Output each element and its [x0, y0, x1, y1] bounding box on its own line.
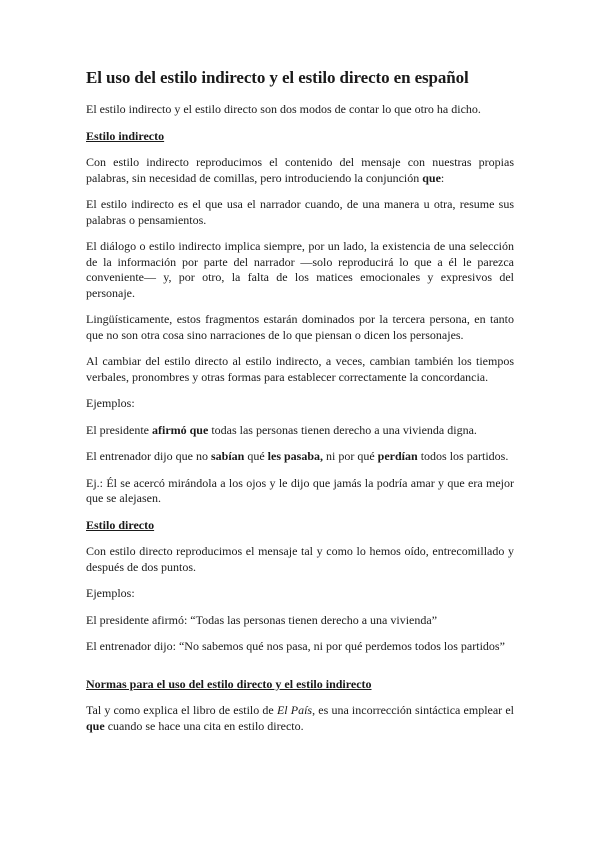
intro-paragraph: El estilo indirecto y el estilo directo son dos modos de contar lo que otro ha dicho. [86, 102, 481, 116]
indirect-paragraph-1 [86, 155, 514, 186]
indirect-paragraph-2: El estilo indirecto es el que usa el narrador cuando, de una manera u otra, resume sus palabras o pensamientos. [86, 197, 514, 227]
norms-paragraph-1 [86, 703, 514, 734]
indirect-p1-end: : [440, 170, 445, 185]
indirect-example-2 [86, 449, 514, 465]
heading-norms: Normas para el uso del estilo directo y el estilo indirecto [86, 676, 372, 691]
norms-p1-bold: que [86, 718, 105, 733]
ex1-bold: afirmó que [151, 422, 209, 437]
page-title: El uso del estilo indirecto y el estilo directo en español [86, 68, 469, 87]
ex1-part-a: El presidente [86, 422, 152, 437]
indirect-paragraph-5: Al cambiar del estilo directo al estilo indirecto, a veces, cambian también los tiempos verbales, pronombres y otras formas para establecer correctamente la concordancia. [86, 354, 514, 384]
ex1-part-c: todas las personas tienen derecho a una vivienda digna. [208, 422, 477, 437]
indirect-examples-label: Ejemplos: [86, 396, 135, 410]
norms-p1-a: Tal y como explica el libro de estilo de [86, 703, 277, 717]
ex2-part-g: todos los partidos. [417, 449, 509, 463]
indirect-paragraph-4: Lingüísticamente, estos fragmentos estarán dominados por la tercera persona, en tanto que no son otra cosa sino narraciones de lo que piensan o dicen los personajes. [86, 312, 514, 342]
indirect-p1-bold: que [422, 170, 441, 185]
norms-p1-italic: El País [276, 703, 313, 717]
ex2-part-e: ni por qué [323, 449, 378, 463]
norms-p1-b: , es una incorrección sintáctica emplear el [312, 703, 515, 717]
indirect-example-3: Ej.: Él se acercó mirándola a los ojos y le dijo que jamás la podría amar y que era mejor que se alejasen. [86, 475, 514, 505]
heading-indirect: Estilo indirecto [86, 128, 165, 143]
ex2-bold-3: perdían [377, 449, 418, 463]
norms-p1-c: cuando se hace una cita en estilo directo. [104, 718, 304, 733]
direct-examples-label: Ejemplos: [86, 586, 135, 600]
ex2-bold-1: sabían [210, 449, 245, 463]
document-page [86, 68, 514, 745]
direct-paragraph-1: Con estilo directo reproducimos el mensaje tal y como lo hemos oído, entrecomillado y después de dos puntos. [86, 544, 514, 574]
direct-example-2: El entrenador dijo: “No sabemos qué nos pasa, ni por qué perdemos todos los partidos” [86, 639, 505, 653]
ex2-part-c: qué [244, 449, 268, 463]
heading-direct: Estilo directo [86, 517, 155, 532]
indirect-example-1 [86, 423, 514, 439]
ex2-part-a: El entrenador dijo que no [86, 449, 211, 463]
indirect-paragraph-3: El diálogo o estilo indirecto implica siempre, por un lado, la existencia de una selección de la información por parte del narrador —solo reproducirá lo que a él le parezca conveniente— y, por otro, la falta de los matices emocionales y expresivos del personaje. [86, 239, 514, 300]
indirect-p1-text: Con estilo indirecto reproducimos el contenido del mensaje con nuestras propias palabras, sin necesidad de comillas, pero introduciendo la conjunción [86, 155, 514, 185]
ex2-bold-2: les pasaba, [267, 449, 324, 463]
direct-example-1: El presidente afirmó: “Todas las personas tienen derecho a una vivienda” [86, 612, 438, 627]
